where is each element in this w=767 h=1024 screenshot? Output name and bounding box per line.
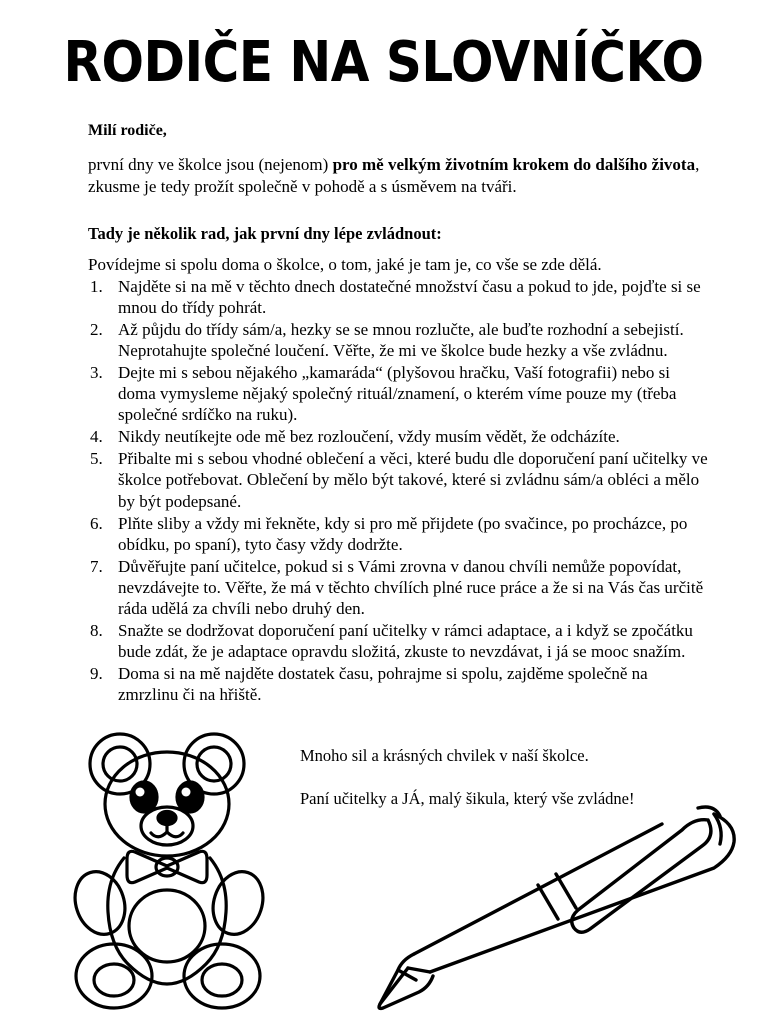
intro-part-1: první dny ve školce jsou (nejenom) bbox=[88, 155, 333, 174]
intro-paragraph bbox=[88, 154, 711, 198]
page-title: RODIČE NA SLOVNÍČKO bbox=[63, 29, 704, 95]
list-item-number: 9. bbox=[90, 664, 103, 684]
intro-part-2: , zkusme je tedy prožít společně v pohodě a s úsměvem na tváři. bbox=[88, 155, 700, 196]
list-item bbox=[88, 276, 711, 318]
list-item-number: 2. bbox=[90, 319, 103, 339]
intro-bold: pro mě velkým životním krokem do dalšího života bbox=[332, 155, 696, 174]
list-item bbox=[88, 362, 711, 425]
section-heading: Tady je několik rad, jak první dny lépe zvládnout: bbox=[88, 223, 442, 243]
document-body bbox=[88, 122, 711, 706]
list-item bbox=[88, 513, 711, 555]
closing-line-2: Paní učitelky a JÁ, malý šikula, který vše zvládne! bbox=[300, 789, 635, 809]
intro-line: Povídejme si spolu doma o školce, o tom, jaké je tam je, co vše se zde dělá. bbox=[88, 254, 602, 274]
list-item-number: 3. bbox=[90, 363, 103, 383]
list-item-text: Dejte mi s sebou nějakého „kamaráda“ (plyšovou hračku, Vaší fotografii) nebo si doma vymysleme nějaký společný rituál/znamení, o kterém víme pouze my (třeba společné srdíčko na ruku). bbox=[118, 363, 677, 425]
list-item bbox=[88, 448, 711, 511]
list-item-text: Najděte si na mě v těchto dnech dostatečné množství času a pokud to jde, pojďte si se mnou do třídy pohrát. bbox=[118, 276, 701, 317]
list-item-text: Doma si na mě najděte dostatek času, pohrajme si spolu, zajděme společně na zmrzlinu či na hřiště. bbox=[118, 664, 648, 705]
list-item-number: 4. bbox=[90, 427, 103, 447]
list-item-text: Snažte se dodržovat doporučení paní učitelky v rámci adaptace, a i když se zpočátku bude zdát, že je adaptace opravdu složitá, zkuste to nevzdávat, i já se mooc snažím. bbox=[118, 621, 693, 662]
list-item-number: 5. bbox=[90, 449, 103, 469]
list-item bbox=[88, 426, 711, 447]
list-item bbox=[88, 556, 711, 619]
list-item-text: Plňte sliby a vždy mi řekněte, kdy si pro mě přijdete (po svačince, po procházce, po obídku, po spaní), tyto časy vždy dodržte. bbox=[118, 513, 688, 554]
rules-list bbox=[88, 276, 711, 706]
list-item-number: 8. bbox=[90, 621, 103, 640]
list-item bbox=[88, 319, 711, 361]
list-item-text: Přibalte mi s sebou vhodné oblečení a věci, které budu dle doporučení paní učitelky ve školce potřebovat. Oblečení by mělo být takové, které si zvládnu sám/a obléci a mělo by být podepsané. bbox=[118, 449, 708, 511]
list-item-text: Až půjdu do třídy sám/a, hezky se se mnou rozlučte, ale buďte rozhodní a sebejistí. Neprotahujte společné loučení. Věřte, že mi ve školce bude hezky a vše zvládnu. bbox=[118, 319, 684, 360]
fountain-pen-icon bbox=[310, 800, 750, 1015]
closing-line-1: Mnoho sil a krásných chvilek v naší školce. bbox=[300, 746, 589, 765]
list-item-text: Nikdy neutíkejte ode mě bez rozloučení, vždy musím vědět, že odcházíte. bbox=[118, 427, 620, 447]
greeting: Milí rodiče, bbox=[88, 122, 167, 139]
list-item bbox=[88, 663, 711, 705]
list-item bbox=[88, 620, 711, 662]
list-item-number: 6. bbox=[90, 513, 103, 533]
list-item-number: 1. bbox=[90, 276, 103, 296]
teddy-bear-icon bbox=[62, 718, 302, 1018]
list-item-text: Důvěřujte paní učitelce, pokud si s Vámi zrovna v danou chvíli nemůže popovídat, nevzdávejte to. Věřte, že má v těchto chvílích plné ruce práce a že si na Vás čas určitě ráda udělá za chvíli nebo druhý den. bbox=[118, 556, 704, 618]
list-item-number: 7. bbox=[90, 556, 103, 576]
